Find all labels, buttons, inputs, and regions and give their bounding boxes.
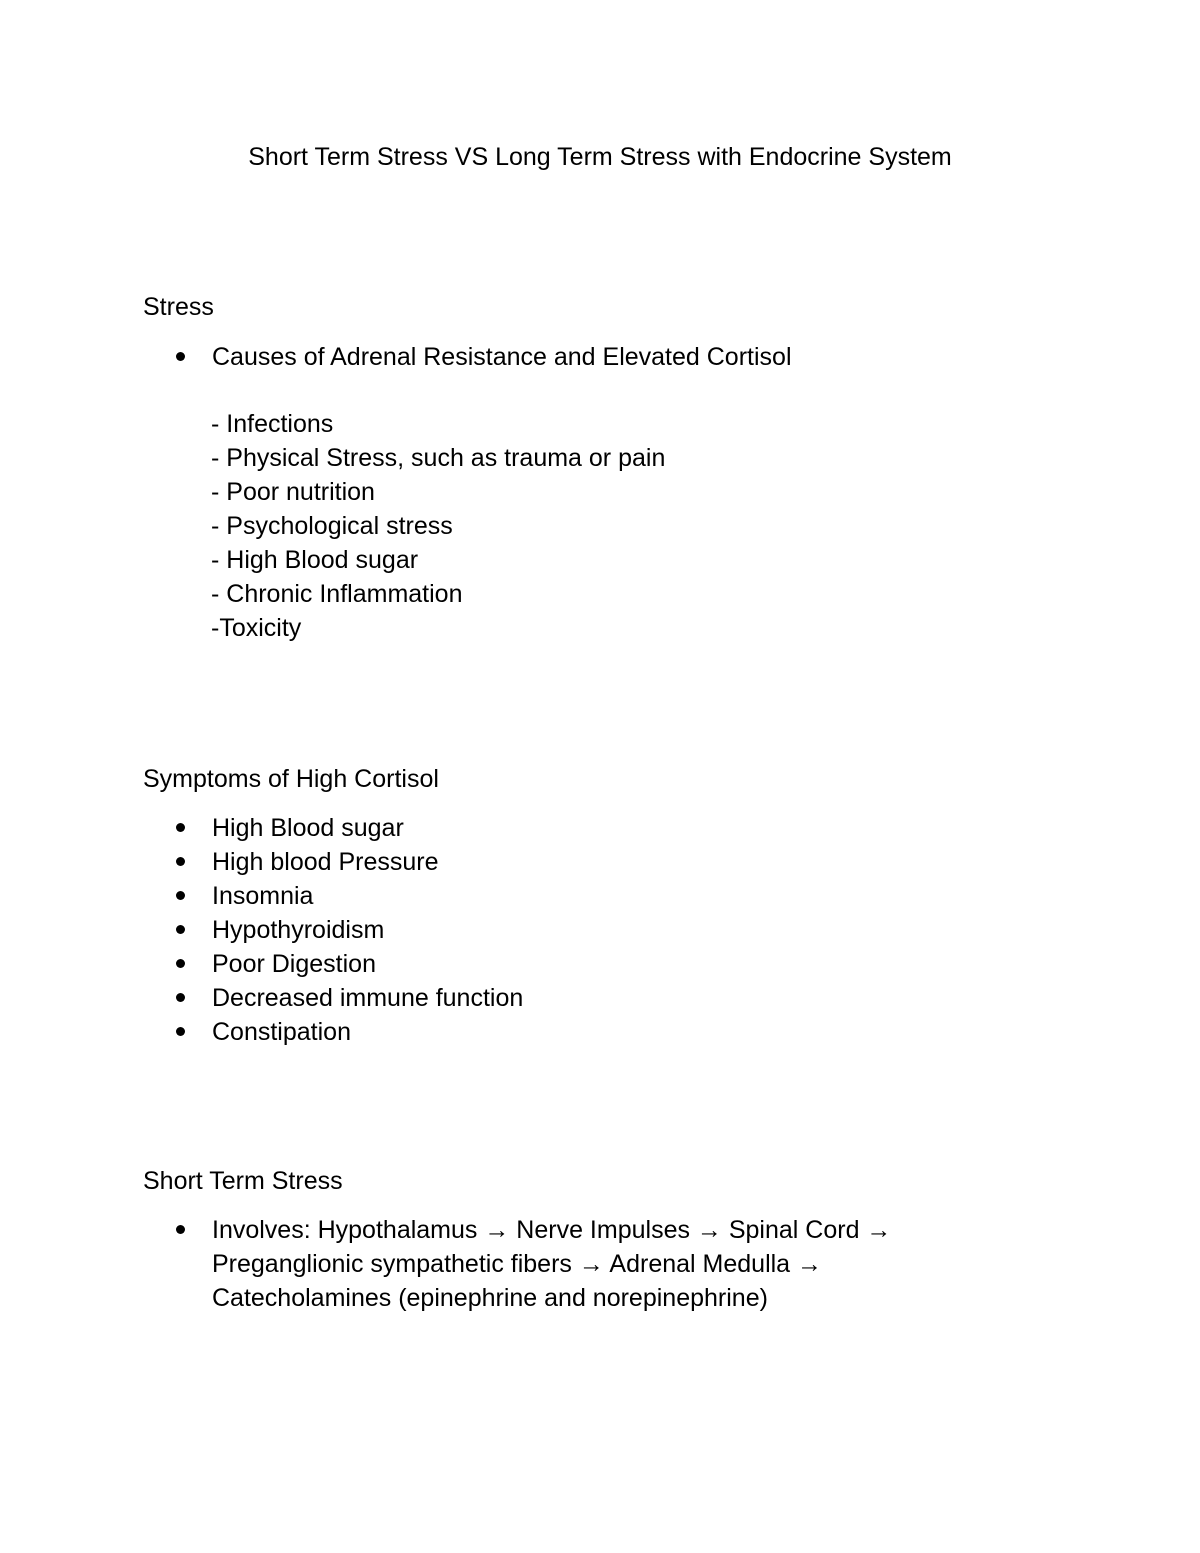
bullet-text: Poor Digestion (212, 950, 376, 978)
list-item (143, 879, 523, 913)
list-item (143, 947, 523, 981)
bullet-icon (176, 1027, 185, 1036)
section-heading-symptoms: Symptoms of High Cortisol (143, 765, 439, 793)
section-heading-stress: Stress (143, 293, 214, 321)
pathway-line: Preganglionic sympathetic fibers → Adrenal Medulla → (212, 1250, 823, 1278)
sub-list-item: - Chronic Inflammation (211, 580, 463, 608)
bullet-text: High Blood sugar (212, 814, 404, 842)
bullet-icon (176, 891, 185, 900)
sub-list-item: - Psychological stress (211, 512, 453, 540)
section-heading-short-term-stress: Short Term Stress (143, 1167, 343, 1195)
stress-bullet-list (143, 340, 792, 374)
bullet-icon (176, 352, 185, 361)
sub-list-item: - Poor nutrition (211, 478, 375, 506)
list-item (143, 981, 523, 1015)
list-item (143, 1015, 523, 1049)
sub-list-item: -Toxicity (211, 614, 302, 642)
short-term-bullet-list (143, 1213, 891, 1315)
bullet-icon (176, 959, 185, 968)
list-item (143, 811, 523, 845)
list-item (143, 1213, 891, 1315)
bullet-text: Hypothyroidism (212, 916, 385, 944)
list-item (143, 340, 792, 374)
sub-list-item: - Infections (211, 410, 334, 438)
bullet-text: Insomnia (212, 882, 314, 910)
symptoms-bullet-list (143, 811, 523, 1049)
document-title: Short Term Stress VS Long Term Stress with Endocrine System (248, 143, 952, 171)
list-item (143, 845, 523, 879)
sub-list-item: - High Blood sugar (211, 546, 419, 574)
bullet-text: Decreased immune function (212, 984, 524, 1012)
list-item (143, 913, 523, 947)
pathway-line: Catecholamines (epinephrine and norepinephrine) (212, 1284, 768, 1312)
bullet-icon (176, 993, 185, 1002)
bullet-text: Causes of Adrenal Resistance and Elevated Cortisol (212, 343, 792, 371)
bullet-icon (176, 1225, 185, 1234)
bullet-icon (176, 823, 185, 832)
bullet-text: Constipation (212, 1018, 351, 1046)
bullet-icon (176, 925, 185, 934)
pathway-line: Involves: Hypothalamus → Nerve Impulses → Spinal Cord → (212, 1216, 892, 1244)
bullet-text: High blood Pressure (212, 848, 439, 876)
causes-sub-list (211, 407, 665, 645)
sub-list-item: - Physical Stress, such as trauma or pain (211, 444, 666, 472)
bullet-icon (176, 857, 185, 866)
